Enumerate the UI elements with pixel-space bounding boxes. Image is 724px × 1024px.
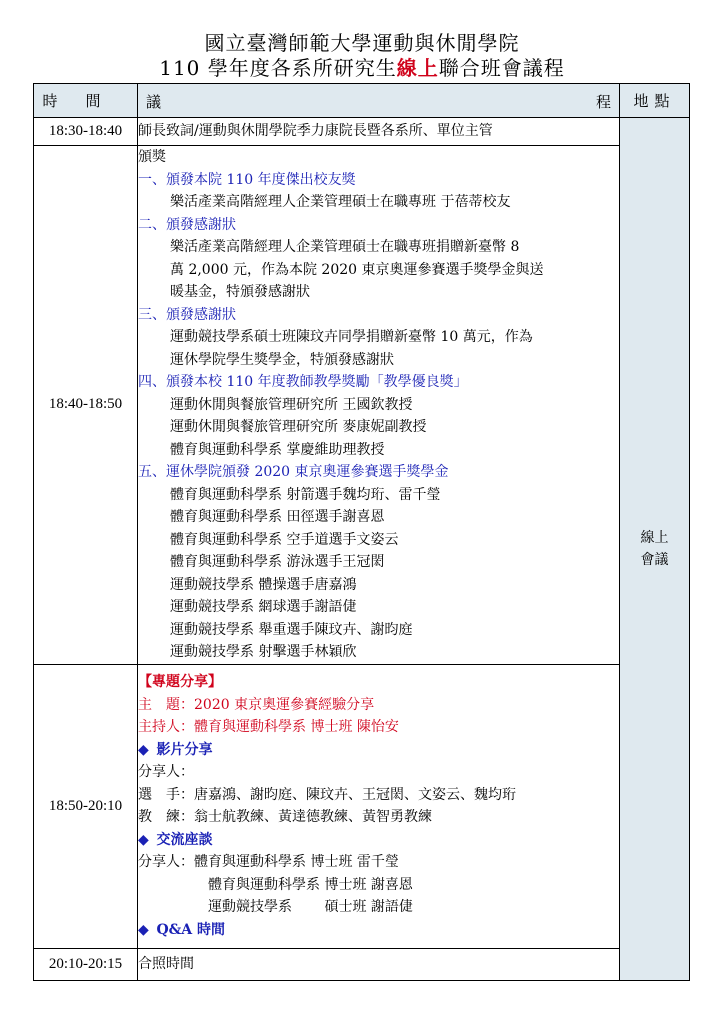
list-item: 運動競技學系 碩士班 謝語倢 [208,899,413,915]
list-item: 運動競技學系碩士班陳玟卉同學捐贈新臺幣 10 萬元，作為 [170,329,533,345]
table-row [34,948,690,980]
list-item: 運動競技學系 網球選手謝語倢 [170,599,357,615]
table-row [34,118,690,146]
list-item: 運動競技學系 體操選手唐嘉鴻 [170,576,357,593]
list-item: 體育與運動科學系 田徑選手謝喜恩 [170,509,385,525]
document-subtitle [0,52,724,81]
award-section-title: 四、頒發本校 110 年度教師教學獎勵「教學優良獎」 [138,374,468,390]
table-header-row [34,84,690,118]
topic-line: 主 題：2020 東京奧運參賽經驗分享 [138,696,375,713]
players-line: 選 手：唐嘉鴻、謝昀庭、陳玟卉、王冠閎、文姿云、魏均珩 [138,786,516,803]
sharer-label: 分享人： [138,764,194,780]
list-item: 運動競技學系 舉重選手陳玟卉、謝昀庭 [170,621,413,638]
subtitle-part-a: 110 學年度各系所研究生 [159,56,397,80]
diamond-bullet-icon: ◆ [138,921,149,938]
list-item: 運動休閒與餐旅管理研究所 麥康妮副教授 [170,419,427,435]
video-share-title: 影片分享 [156,741,213,758]
header-agenda [138,84,620,118]
award-section-title: 二、頒發感謝狀 [138,216,236,233]
time-cell: 20:10-20:15 [34,948,138,980]
list-item: 運動休閒與餐旅管理研究所 王國欽教授 [170,396,413,413]
award-section-title: 三、頒發感謝狀 [138,306,236,323]
header-time: 時間 [34,84,138,118]
document-title: 國立臺灣師範大學運動與休閒學院 [204,31,520,55]
table-row [34,146,690,665]
list-item: 樂活產業高階經理人企業管理碩士在職專班捐贈新臺幣 8 [170,239,520,255]
header-place: 地點 [620,84,690,118]
diamond-bullet-icon: ◆ [138,741,149,758]
host-line: 主持人：體育與運動科學系 博士班 陳怡安 [138,719,399,735]
list-item: 運動競技學系 射擊選手林穎欣 [170,644,357,660]
talk-title: 交流座談 [156,831,213,848]
place-line1: 線上 [640,529,669,546]
time-cell: 18:40-18:50 [34,146,138,665]
list-item: 體育與運動科學系 掌慶維助理教授 [170,441,385,458]
video-share-heading [138,739,619,762]
qa-heading [138,919,619,942]
agenda-cell [138,146,620,665]
time-cell: 18:50-20:10 [34,664,138,948]
subtitle-part-b: 聯合班會議程 [438,56,565,80]
header-agenda-left: 議 [146,93,162,111]
talk-heading [138,829,619,852]
list-item: 樂活產業高階經理人企業管理碩士在職專班 于蓓蒂校友 [170,194,511,210]
list-item: 體育與運動科學系 空手道選手文姿云 [170,531,399,548]
agenda-cell [138,664,620,948]
list-item: 體育與運動科學系 游泳選手王冠閎 [170,554,385,570]
coaches-line: 教 練：翁士航教練、黃達德教練、黃智勇教練 [138,809,432,825]
list-item: 暖基金，特頒發感謝狀 [170,284,310,300]
qa-title: Q&A 時間 [156,921,226,938]
list-item: 體育與運動科學系 博士班 謝喜恩 [208,876,413,893]
award-section-title: 五、運休學院頒發 2020 東京奧運參賽選手獎學金 [138,464,449,480]
section-heading: 【專題分享】 [138,674,222,690]
agenda-cell: 合照時間 [138,948,620,980]
diamond-bullet-icon: ◆ [138,831,149,848]
list-item: 萬 2,000 元，作為本院 2020 東京奧運參賽選手獎學金與送 [170,261,544,278]
list-item: 運休學院學生獎學金，特頒發感謝狀 [170,351,394,368]
list-item: 體育與運動科學系 射箭選手魏均珩、雷千瑩 [170,486,441,503]
table-row [34,664,690,948]
award-section-title: 一、頒發本院 110 年度傑出校友獎 [138,171,356,188]
subtitle-online-highlight: 線上 [396,56,439,80]
list-item: 分享人：體育與運動科學系 博士班 雷千瑩 [138,854,399,870]
place-line2: 會議 [640,551,669,568]
header-agenda-right: 程 [595,93,611,111]
time-cell: 18:30-18:40 [34,118,138,146]
section-heading: 頒獎 [138,149,166,165]
agenda-table [33,83,690,981]
place-cell [620,118,690,981]
agenda-cell: 師長致詞/運動與休閒學院季力康院長暨各系所、單位主管 [138,118,620,146]
